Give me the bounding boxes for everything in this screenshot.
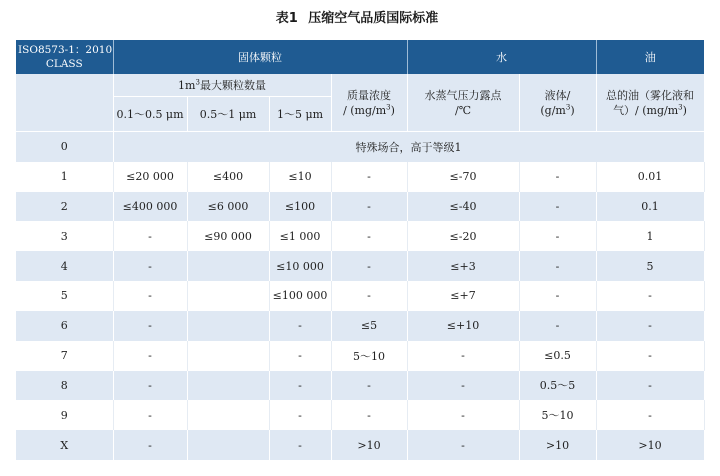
cell-total-oil: 0.01: [596, 162, 704, 192]
cell-liquid: -: [519, 281, 596, 311]
cell-size-3: -: [269, 430, 331, 460]
cell-liquid: -: [519, 251, 596, 281]
cell-mass-conc: -: [331, 192, 407, 222]
cell-dew-point: -: [407, 371, 519, 401]
cell-size-2: [187, 311, 269, 341]
class-cell: 3: [16, 221, 113, 251]
table-row: [16, 430, 704, 460]
cell-mass-conc: -: [331, 371, 407, 401]
cell-mass-conc: -: [331, 400, 407, 430]
cell-mass-conc: -: [331, 162, 407, 192]
class-cell: 2: [16, 192, 113, 222]
cell-mass-conc: -: [331, 221, 407, 251]
cell-size-2: ≤400: [187, 162, 269, 192]
cell-total-oil: 0.1: [596, 192, 704, 222]
cell-mass-conc: 5～10: [331, 341, 407, 371]
cell-mass-conc: -: [331, 251, 407, 281]
class-cell: 1: [16, 162, 113, 192]
particle-count-header: $1m^3$最大颗粒数量: [113, 74, 331, 97]
cell-size-2: [187, 251, 269, 281]
cell-dew-point: ≤+3: [407, 251, 519, 281]
cell-size-1: -: [113, 371, 187, 401]
cell-size-1: -: [113, 281, 187, 311]
cell-size-2: [187, 341, 269, 371]
air-quality-table: [16, 40, 705, 460]
cell-size-2: [187, 430, 269, 460]
cell-liquid: >10: [519, 430, 596, 460]
total-oil-header: 总的油（雾化液和 气）/ $(mg/m^3)$: [596, 74, 704, 132]
cell-size-1: -: [113, 221, 187, 251]
table-row: [16, 371, 704, 401]
header-row: [16, 40, 704, 74]
table-title: [0, 8, 720, 30]
cell-total-oil: 5: [596, 251, 704, 281]
cell-size-1: -: [113, 430, 187, 460]
oil-header: 油: [596, 40, 704, 74]
cell-liquid: -: [519, 311, 596, 341]
cell-dew-point: ≤+10: [407, 311, 519, 341]
cell-size-3: ≤100: [269, 192, 331, 222]
cell-size-3: -: [269, 371, 331, 401]
cell-dew-point: -: [407, 400, 519, 430]
cell-total-oil: 1: [596, 221, 704, 251]
cell-dew-point: ≤-20: [407, 221, 519, 251]
cell-liquid: -: [519, 221, 596, 251]
cell-size-3: -: [269, 400, 331, 430]
cell-liquid: 5～10: [519, 400, 596, 430]
special-case-cell: 特殊场合，高于等级1: [113, 132, 704, 162]
class-cell: 0: [16, 132, 113, 162]
cell-total-oil: -: [596, 400, 704, 430]
cell-size-3: -: [269, 341, 331, 371]
cell-dew-point: -: [407, 430, 519, 460]
dew-point-header: 水蒸气压力露点 /℃: [407, 74, 519, 132]
cell-total-oil: >10: [596, 430, 704, 460]
mass-concentration-header: 质量浓度 / $(mg/m^3)$: [331, 74, 407, 132]
table-row: [16, 341, 704, 371]
cell-size-1: -: [113, 311, 187, 341]
table-row: [16, 311, 704, 341]
class-header-line1: ISO8573-1：2010: [18, 44, 113, 56]
cell-mass-conc: -: [331, 281, 407, 311]
table-number: 表1: [275, 11, 298, 26]
cell-size-1: ≤400 000: [113, 192, 187, 222]
class-cell: 4: [16, 251, 113, 281]
cell-liquid: 0.5～5: [519, 371, 596, 401]
table-title-text: 压缩空气品质国际标准: [308, 11, 439, 26]
cell-size-3: ≤10: [269, 162, 331, 192]
cell-size-3: -: [269, 311, 331, 341]
class-header-line2: CLASS: [45, 58, 83, 70]
liquid-header: 液体/ $(g/m^3)$: [519, 74, 596, 132]
table-row: [16, 221, 704, 251]
cell-liquid: ≤0.5: [519, 341, 596, 371]
size-range-2-header: 0.5～1 μm: [187, 97, 269, 132]
cell-mass-conc: >10: [331, 430, 407, 460]
cell-dew-point: ≤-40: [407, 192, 519, 222]
cell-size-2: ≤90 000: [187, 221, 269, 251]
table-row: [16, 400, 704, 430]
class-subheader-blank: [16, 74, 113, 132]
cell-dew-point: ≤+7: [407, 281, 519, 311]
cell-liquid: -: [519, 192, 596, 222]
class-cell: 6: [16, 311, 113, 341]
class-cell: 8: [16, 371, 113, 401]
cell-dew-point: -: [407, 341, 519, 371]
cell-size-2: [187, 400, 269, 430]
cell-size-1: ≤20 000: [113, 162, 187, 192]
subheader-row-1: [16, 74, 704, 97]
cell-total-oil: -: [596, 311, 704, 341]
cell-total-oil: -: [596, 341, 704, 371]
table-row-class-0: [16, 132, 704, 162]
cell-liquid: -: [519, 162, 596, 192]
table-row: [16, 192, 704, 222]
solid-particles-header: 固体颗粒: [113, 40, 407, 74]
cell-size-1: -: [113, 251, 187, 281]
cell-size-3: ≤1 000: [269, 221, 331, 251]
table-row: [16, 281, 704, 311]
size-range-3-header: 1～5 μm: [269, 97, 331, 132]
cell-size-3: ≤100 000: [269, 281, 331, 311]
cell-dew-point: ≤-70: [407, 162, 519, 192]
cell-total-oil: -: [596, 281, 704, 311]
cell-size-2: ≤6 000: [187, 192, 269, 222]
water-header: 水: [407, 40, 596, 74]
cell-size-2: [187, 371, 269, 401]
class-cell: 5: [16, 281, 113, 311]
size-range-1-header: 0.1～0.5 μm: [113, 97, 187, 132]
class-cell: 9: [16, 400, 113, 430]
table-row: [16, 251, 704, 281]
class-header: [16, 40, 113, 74]
cell-size-3: ≤10 000: [269, 251, 331, 281]
cell-size-1: -: [113, 341, 187, 371]
cell-mass-conc: ≤5: [331, 311, 407, 341]
cell-size-2: [187, 281, 269, 311]
class-cell: 7: [16, 341, 113, 371]
cell-size-1: -: [113, 400, 187, 430]
cell-total-oil: -: [596, 371, 704, 401]
class-cell: X: [16, 430, 113, 460]
table-row: [16, 162, 704, 192]
